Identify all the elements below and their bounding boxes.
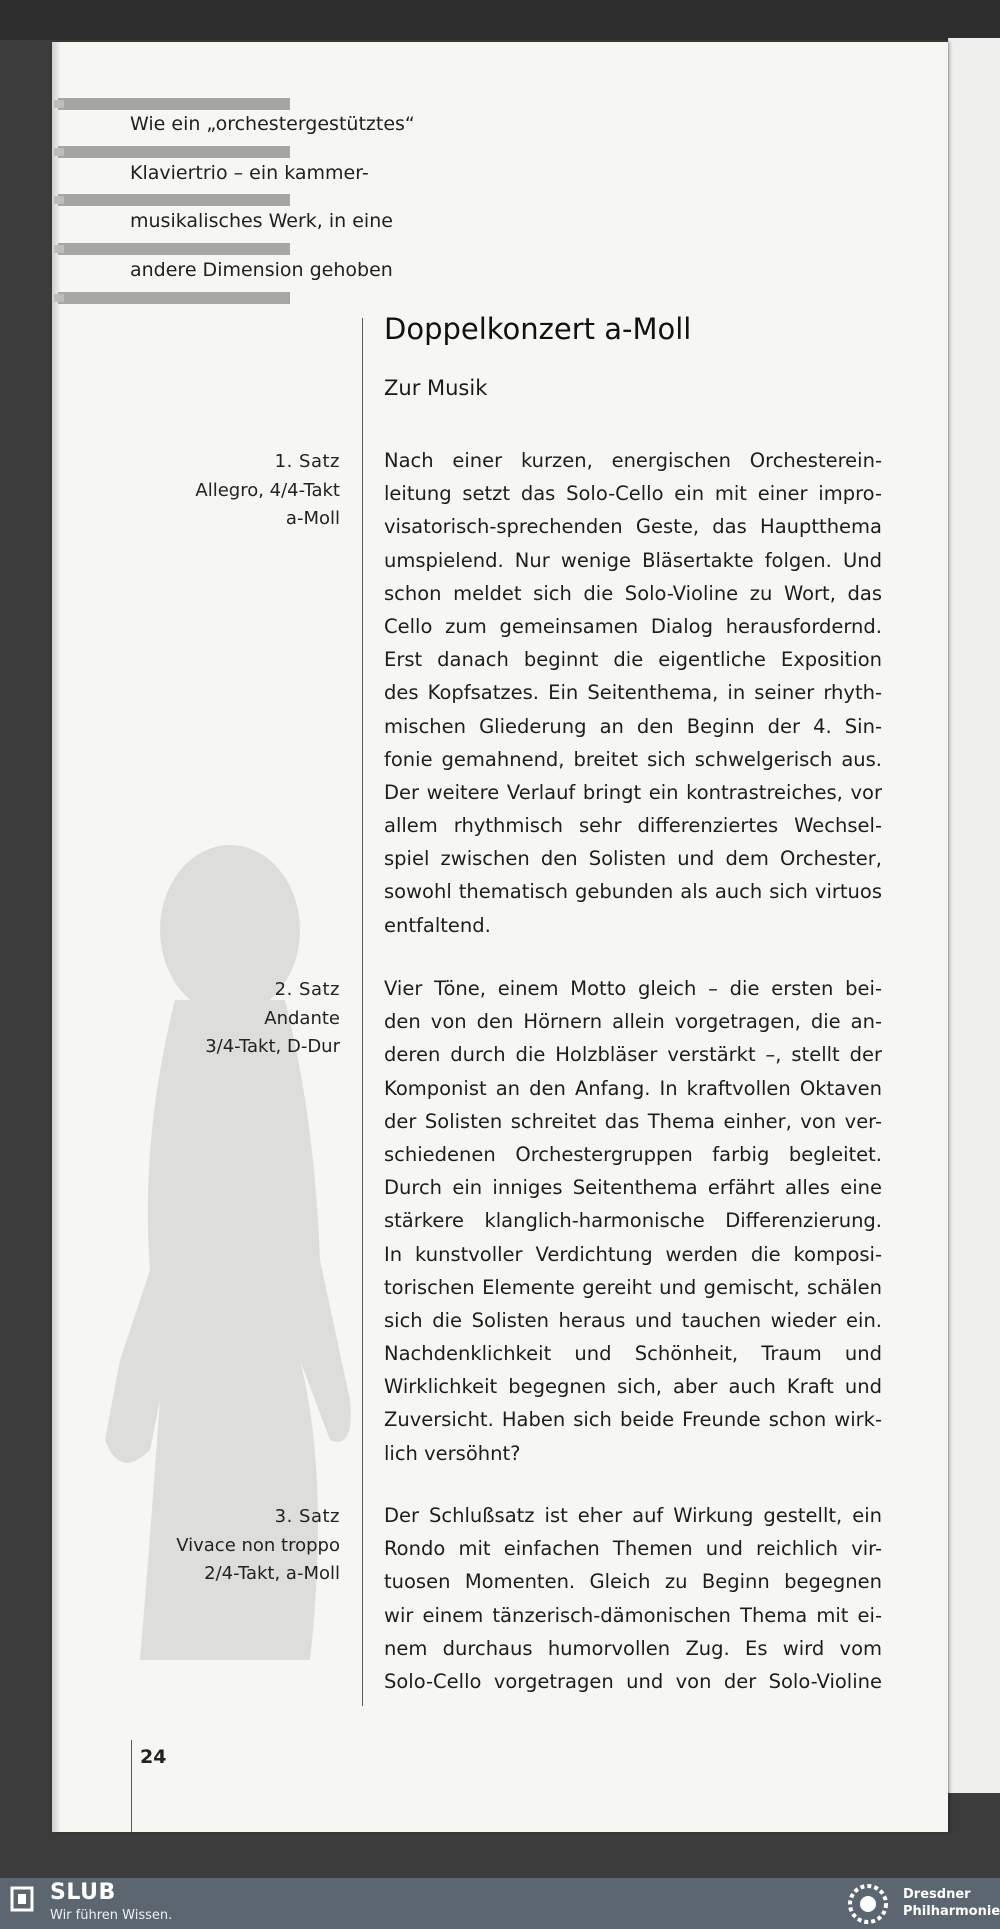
movement-label-3 bbox=[120, 1503, 340, 1589]
scan-background bbox=[0, 0, 1000, 40]
text-line: Nach einer kurzen, energischen Orchesterein- bbox=[384, 449, 882, 472]
movement-label-1 bbox=[120, 448, 340, 534]
text-line: Komponist an den Anfang. In kraftvollen Oktaven bbox=[384, 1076, 882, 1100]
movement-number: 1. Satz bbox=[274, 451, 340, 472]
text-line: visatorisch-sprechenden Geste, das Hauptthema bbox=[384, 515, 882, 539]
slub-logo-icon bbox=[10, 1886, 34, 1912]
text-line: schiedenen Orchestergruppen farbig begleitet. bbox=[384, 1142, 882, 1166]
text-line: entfaltend. bbox=[384, 913, 491, 937]
text-line: allem rhythmisch sehr differenziertes Wechsel- bbox=[384, 814, 882, 838]
text-line: leitung setzt das Solo-Cello ein mit einer impro- bbox=[384, 482, 882, 506]
text-line: Erst danach beginnt die eigentliche Exposition bbox=[384, 648, 882, 672]
article-subtitle: Zur Musik bbox=[384, 376, 488, 400]
text-line: Durch ein inniges Seitenthema erfährt alles eine bbox=[384, 1176, 882, 1200]
text-line: mischen Gliederung an den Beginn der 4. Sin- bbox=[384, 714, 882, 738]
text-line: nem durchaus humorvollen Zug. Es wird vom bbox=[384, 1636, 882, 1660]
movement-key: 3/4-Takt, D-Dur bbox=[205, 1036, 340, 1057]
text-line: spiel zwischen den Solisten und dem Orchester, bbox=[384, 847, 882, 871]
text-line: den von den Hörnern allein vorgetragen, die an- bbox=[384, 1010, 882, 1034]
pull-quote-line: musikalisches Werk, in eine bbox=[130, 210, 393, 232]
text-line: Der weitere Verlauf bringt ein kontrastreiches, vor bbox=[384, 780, 882, 804]
text-line: Nachdenklichkeit und Schönheit, Traum und bbox=[384, 1342, 882, 1366]
philharmonie-logo-icon bbox=[842, 1883, 894, 1925]
text-line: sowohl thematisch gebunden als auch sich virtuos bbox=[384, 880, 882, 904]
article-title: Doppelkonzert a-Moll bbox=[384, 312, 692, 346]
text-line: In kunstvoller Verdichtung werden die komposi- bbox=[384, 1242, 882, 1266]
movement-number: 3. Satz bbox=[274, 1506, 340, 1527]
pull-quote-line: Wie ein „orchestergestütztes“ bbox=[130, 113, 415, 135]
text-line: stärkere klanglich-harmonische Differenzierung. bbox=[384, 1209, 882, 1233]
text-line: Der Schlußsatz ist eher auf Wirkung gestellt, ein bbox=[384, 1504, 882, 1527]
text-line: der Solisten schreitet das Thema einher, von ver- bbox=[384, 1109, 882, 1133]
text-line: wir einem tänzerisch-dämonischen Thema mit ei- bbox=[384, 1603, 882, 1627]
philharmonie-name-line2: Philharmonie bbox=[903, 1904, 1000, 1919]
paragraph-movement-1 bbox=[384, 444, 882, 942]
philharmonie-name-line1: Dresdner bbox=[903, 1887, 971, 1902]
page-number-rule bbox=[131, 1740, 132, 1832]
text-line: Zuversicht. Haben sich beide Freunde schon wirk- bbox=[384, 1408, 882, 1432]
text-line: des Kopfsatzes. Ein Seitenthema, in seiner rhyth- bbox=[384, 681, 882, 705]
text-line: Vier Töne, einem Motto gleich – die ersten bei- bbox=[384, 977, 882, 1000]
movement-tempo: Vivace non troppo bbox=[176, 1534, 340, 1556]
movement-tempo: Allegro, 4/4-Takt bbox=[195, 479, 340, 501]
text-line: fonie gemahnend, breitet sich schwelgerisch aus. bbox=[384, 747, 882, 771]
facing-page-edge bbox=[948, 38, 1000, 1793]
pull-quote bbox=[130, 100, 430, 294]
text-line: Rondo mit einfachen Themen und reichlich vir- bbox=[384, 1537, 882, 1561]
text-line: umspielend. Nur wenige Bläsertakte folgen. Und bbox=[384, 548, 882, 572]
text-line: Wirklichkeit begegnen sich, aber auch Kraft und bbox=[384, 1375, 882, 1399]
text-line: torischen Elemente gereiht und gemischt, schälen bbox=[384, 1275, 882, 1299]
text-line: Cello zum gemeinsamen Dialog herausfordernd. bbox=[384, 614, 882, 638]
page-number: 24 bbox=[140, 1746, 167, 1768]
slub-name: SLUB bbox=[50, 1880, 116, 1905]
text-line: schon meldet sich die Solo-Violine zu Wort, das bbox=[384, 581, 882, 605]
paragraph-movement-2 bbox=[384, 972, 882, 1470]
footer-bar bbox=[0, 1878, 1000, 1929]
column-divider bbox=[362, 318, 363, 1706]
text-line: Solo-Cello vorgetragen und von der Solo-Violine bbox=[384, 1669, 882, 1693]
pull-quote-line: Klaviertrio – ein kammer- bbox=[130, 161, 369, 184]
paragraph-movement-3 bbox=[384, 1499, 882, 1698]
movement-tempo: Andante bbox=[264, 1007, 340, 1029]
text-line: tuosen Momenten. Gleich zu Beginn begegnen bbox=[384, 1570, 882, 1594]
text-line: sich die Solisten heraus und tauchen wieder ein. bbox=[384, 1308, 882, 1332]
pull-quote-line: andere Dimension gehoben bbox=[130, 258, 393, 281]
slub-tagline: Wir führen Wissen. bbox=[50, 1908, 173, 1923]
movement-key: a-Moll bbox=[285, 508, 340, 529]
movement-label-2 bbox=[120, 976, 340, 1062]
page-gutter-shadow bbox=[52, 42, 60, 1832]
movement-key: 2/4-Takt, a-Moll bbox=[204, 1563, 340, 1584]
text-line: deren durch die Holzbläser verstärkt –, stellt der bbox=[384, 1043, 882, 1067]
text-line: lich versöhnt? bbox=[384, 1441, 521, 1465]
movement-number: 2. Satz bbox=[274, 979, 340, 1000]
